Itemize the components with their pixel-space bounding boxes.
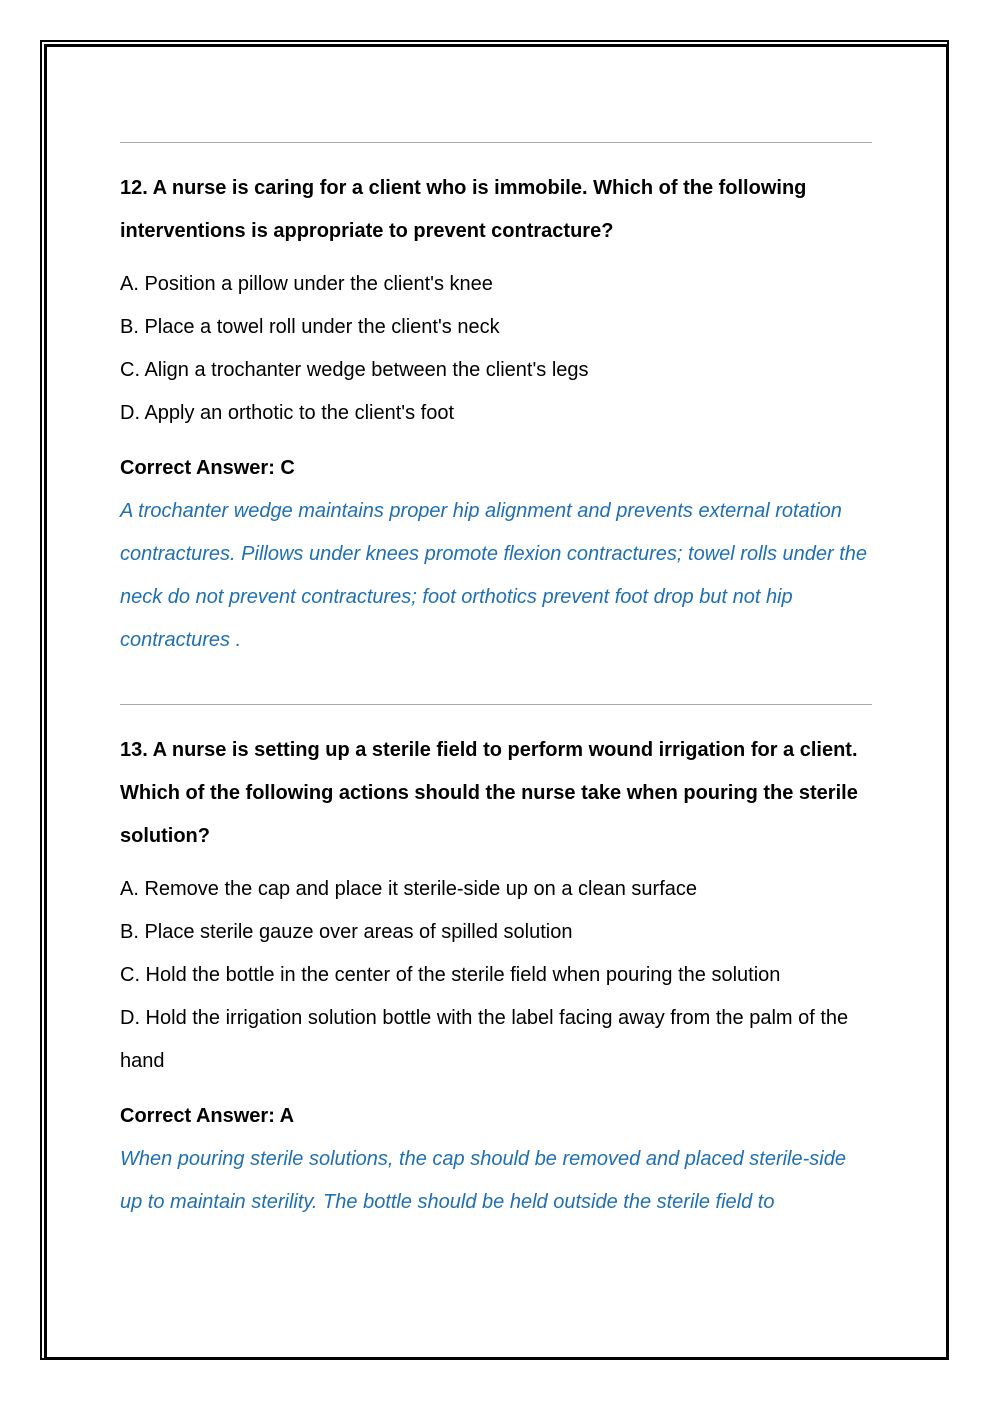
question-text: 12. A nurse is caring for a client who is immobile. Which of the following interventions is appropriate to prevent contracture? [120,177,807,242]
question-text: 13. A nurse is setting up a sterile field to perform wound irrigation for a client. Which of the following actions should the nurse take when pouring the sterile solution? [120,739,858,847]
option-b: B. Place a towel roll under the client's neck [120,316,500,338]
answer-options [120,263,872,435]
answer-options [120,868,872,1083]
question-block-12 [120,167,872,662]
answer-explanation: When pouring sterile solutions, the cap should be removed and placed sterile-side up to maintain sterility. The bottle should be held outside the sterile field to [120,1148,846,1213]
correct-answer: Correct Answer: A [120,1105,295,1127]
section-divider [120,142,872,143]
option-b: B. Place sterile gauze over areas of spilled solution [120,921,573,943]
question-block-13 [120,729,872,1224]
correct-answer: Correct Answer: C [120,457,295,479]
section-divider [120,704,872,705]
option-a: A. Position a pillow under the client's knee [120,273,493,295]
option-d: D. Apply an orthotic to the client's foot [120,402,455,424]
answer-explanation: A trochanter wedge maintains proper hip alignment and prevents external rotation contractures. Pillows under knees promote flexion contractures; towel rolls under the neck do not prevent contractures; foot orthotics prevent foot drop but not hip contractures . [120,500,868,651]
option-a: A. Remove the cap and place it sterile-side up on a clean surface [120,878,697,900]
option-c: C. Align a trochanter wedge between the client's legs [120,359,589,381]
option-c: C. Hold the bottle in the center of the sterile field when pouring the solution [120,964,781,986]
option-d: D. Hold the irrigation solution bottle with the label facing away from the palm of the hand [120,1007,849,1072]
document-content [120,142,872,1224]
